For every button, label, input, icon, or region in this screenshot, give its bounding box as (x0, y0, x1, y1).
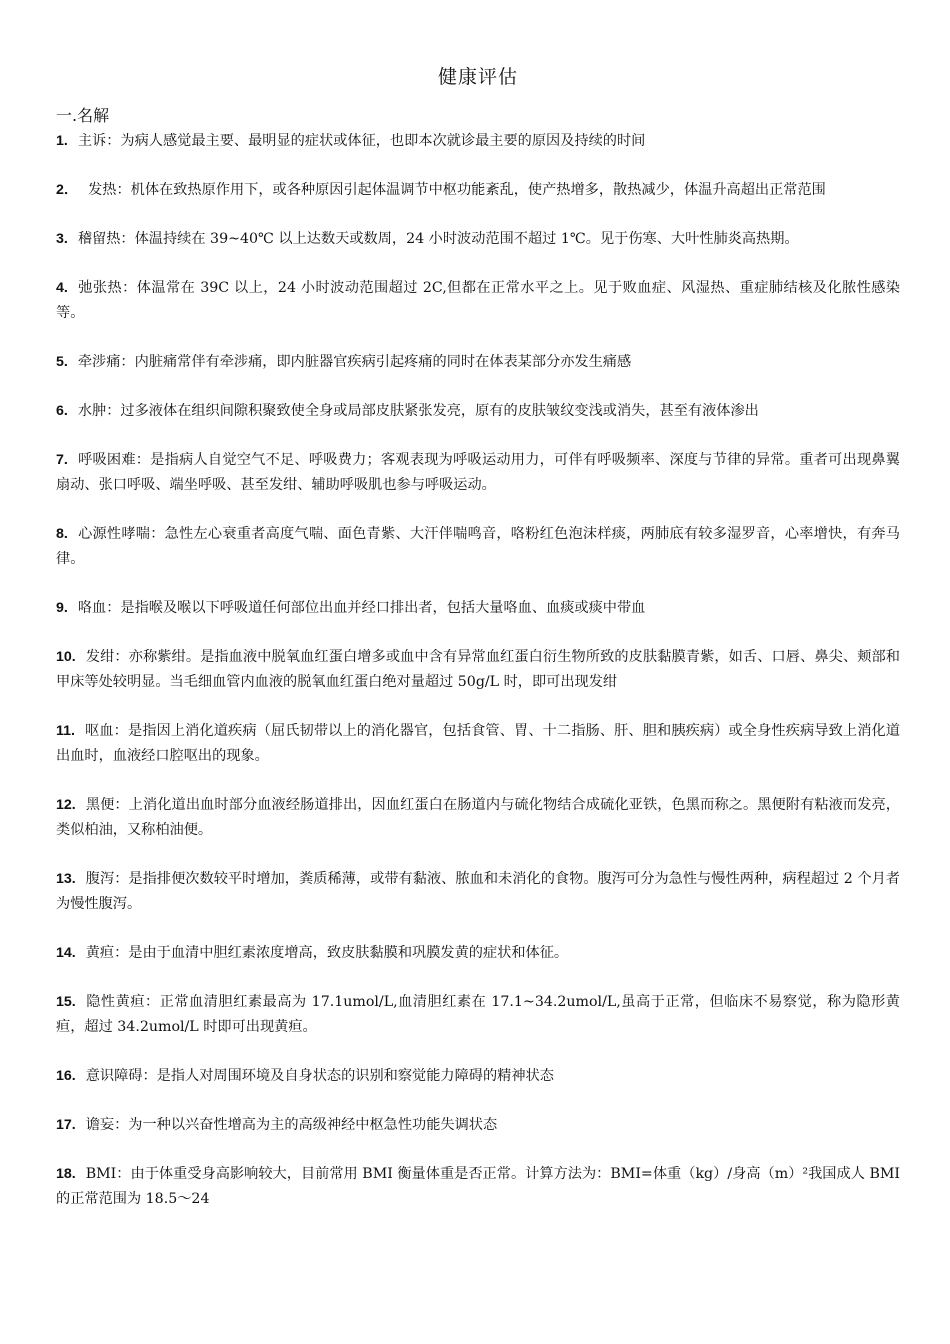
entry-text: 呼吸困难：是指病人自觉空气不足、呼吸费力；客观表现为呼吸运动用力，可伴有呼吸频率、深度与节律的异常。重者可出现鼻翼扇动、张口呼吸、端坐呼吸、甚至发绀、辅助呼吸肌也参与呼吸运动。 (56, 452, 900, 493)
definition-entry (56, 793, 900, 843)
entry-text: 主诉：为病人感觉最主要、最明显的症状或体征，也即本次就诊最主要的原因及持续的时间 (77, 133, 646, 149)
entry-number: 10. (56, 649, 76, 665)
entry-number: 6. (56, 403, 68, 419)
entry-number: 15. (56, 994, 76, 1010)
entry-text: BMI：由于体重受身高影响较大，目前常用 BMI 衡量体重是否正常。计算方法为：BMI=体重（kg）/身高（m）²我国成人 BMI 的正常范围为 18.5～24 (56, 1166, 900, 1207)
entry-number: 16. (56, 1068, 76, 1084)
definition-entry (56, 399, 900, 424)
definition-entry (56, 645, 900, 695)
definition-entry (56, 596, 900, 621)
entry-number: 13. (56, 871, 76, 887)
definition-entry (56, 1162, 900, 1212)
entry-text: 腹泻：是指排便次数较平时增加，粪质稀薄，或带有黏液、脓血和未消化的食物。腹泻可分为急性与慢性两种，病程超过 2 个月者为慢性腹泻。 (56, 871, 900, 912)
entry-text: 咯血：是指喉及喉以下呼吸道任何部位出血并经口排出者，包括大量咯血、血痰或痰中带血 (77, 600, 646, 616)
entry-number: 12. (56, 797, 76, 813)
definition-entry (56, 227, 900, 252)
section-heading: 一.名解 (56, 106, 110, 125)
entry-number: 17. (56, 1117, 76, 1133)
definition-entry (56, 719, 900, 769)
entry-text: 呕血：是指因上消化道疾病（屈氏韧带以上的消化器官，包括食管、胃、十二指肠、肝、胆和胰疾病）或全身性疾病导致上消化道出血时，血液经口腔呕出的现象。 (56, 723, 900, 764)
entry-text: 黑便：上消化道出血时部分血液经肠道排出，因血红蛋白在肠道内与硫化物结合成硫化亚铁，色黑而称之。黑便附有粘液而发亮，类似柏油，又称柏油便。 (56, 797, 900, 838)
definition-entry (56, 276, 900, 326)
entry-text: 牵涉痛：内脏痛常伴有牵涉痛，即内脏器官疾病引起疼痛的同时在体表某部分亦发生痛感 (77, 354, 632, 370)
definition-entry (56, 990, 900, 1040)
definition-entry (56, 350, 900, 375)
entry-number: 2． (56, 182, 79, 198)
entry-number: 7. (56, 452, 68, 468)
definition-entry (56, 522, 900, 572)
definition-entry (56, 941, 900, 966)
entry-number: 18. (56, 1166, 76, 1182)
entry-number: 3. (56, 231, 68, 247)
entry-text: 弛张热：体温常在 39C 以上，24 小时波动范围超过 2C,但都在正常水平之上。见于败血症、风湿热、重症肺结核及化脓性感染等。 (56, 280, 900, 321)
entry-text: 发绀：亦称紫绀。是指血液中脱氧血红蛋白增多或血中含有异常血红蛋白衍生物所致的皮肤黏膜青紫，如舌、口唇、鼻尖、颊部和甲床等处较明显。当毛细血管内血液的脱氧血红蛋白绝对量超过 50g/L 时，即可出现发绀 (56, 649, 900, 690)
entry-number: 1. (56, 133, 68, 149)
entry-text: 隐性黄疸：正常血清胆红素最高为 17.1umol/L,血清胆红素在 17.1~34.2umol/L,虽高于正常，但临床不易察觉，称为隐形黄疸，超过 34.2umol/L 时即可出现黄疸。 (56, 994, 900, 1035)
entry-text: 心源性哮喘：急性左心衰重者高度气喘、面色青紫、大汗伴喘鸣音，咯粉红色泡沫样痰，两肺底有较多湿罗音，心率增快，有奔马律。 (56, 526, 900, 567)
definition-entry (56, 129, 900, 154)
entry-text: 发热：机体在致热原作用下，或各种原因引起体温调节中枢功能紊乱，使产热增多，散热减少，体温升高超出正常范围 (88, 182, 826, 198)
entry-number: 8. (56, 526, 68, 542)
definition-entry (56, 1113, 900, 1138)
entry-text: 意识障碍：是指人对周围环境及自身状态的识别和察觉能力障碍的精神状态 (85, 1068, 554, 1084)
definition-entry (56, 1064, 900, 1089)
definition-entry (56, 178, 900, 203)
page-title: 健康评估 (437, 66, 518, 88)
entry-text: 谵妄：为一种以兴奋性增高为主的高级神经中枢急性功能失调状态 (85, 1117, 498, 1133)
entry-number: 14. (56, 945, 76, 961)
entry-text: 稽留热：体温持续在 39~40℃ 以上达数天或数周，24 小时波动范围不超过 1℃。见于伤寒、大叶性肺炎高热期。 (77, 231, 799, 247)
entry-text: 水肿：过多液体在组织间隙积聚致使全身或局部皮肤紧张发亮，原有的皮肤皱纹变浅或消失，甚至有液体渗出 (77, 403, 759, 419)
definition-entry (56, 448, 900, 498)
entry-text: 黄疸：是由于血清中胆红素浓度增高，致皮肤黏膜和巩膜发黄的症状和体征。 (85, 945, 569, 961)
entry-number: 11. (56, 723, 75, 739)
entry-number: 4. (56, 280, 68, 296)
entry-number: 9. (56, 600, 68, 616)
definition-entry (56, 867, 900, 917)
entry-number: 5. (56, 354, 68, 370)
